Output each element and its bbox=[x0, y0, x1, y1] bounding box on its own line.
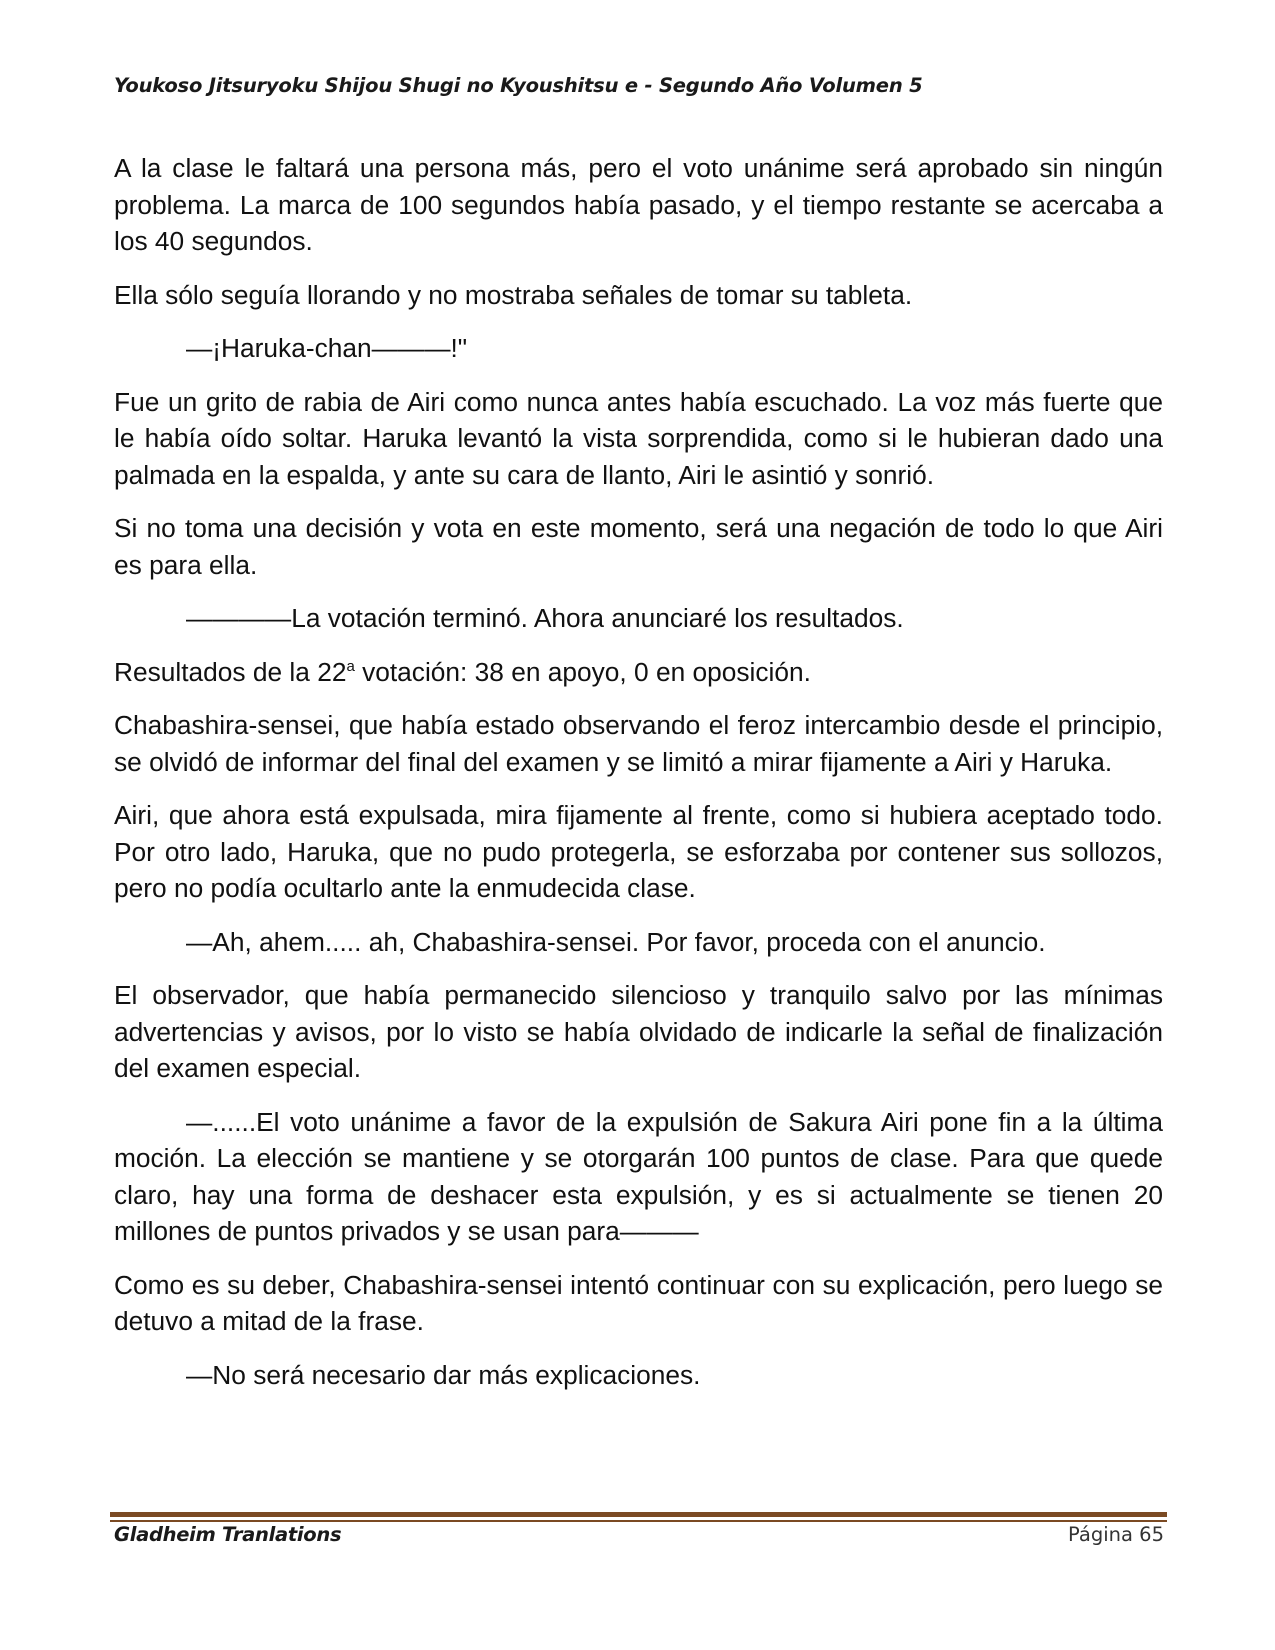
paragraph: Chabashira-sensei, que había estado observando el feroz intercambio desde el principio, se olvidó de informar del final del examen y se limitó a mirar fijamente a Airi y Haruka. bbox=[114, 710, 1163, 777]
paragraph: Airi, que ahora está expulsada, mira fijamente al frente, como si hubiera aceptado todo. Por otro lado, Haruka, que no pudo protegerla, se esforzaba por contener sus sollozos, pero no podía ocultarlo ante la enmudecida clase. bbox=[114, 800, 1163, 903]
dialogue-line: —¡Haruka-chan———!" bbox=[186, 333, 468, 363]
dialogue-line: —No será necesario dar más explicaciones. bbox=[186, 1359, 701, 1390]
page-header-title: Youkoso Jitsuryoku Shijou Shugi no Kyoushitsu e - Segundo Año Volumen 5 bbox=[114, 74, 923, 97]
paragraph: Ella sólo seguía llorando y no mostraba señales de tomar su tableta. bbox=[114, 279, 913, 310]
footer-brand: Gladheim Tranlations bbox=[114, 1523, 342, 1546]
footer-divider-thin bbox=[110, 1520, 1167, 1522]
paragraph: El observador, que había permanecido silencioso y tranquilo salvo por las mínimas advertencias y avisos, por lo visto se había olvidado de indicarle la señal de finalización del examen especial. bbox=[114, 980, 1163, 1083]
paragraph: A la clase le faltará una persona más, pero el voto unánime será aprobado sin ningún problema. La marca de 100 segundos había pasado, y el tiempo restante se acercaba a los 40 segundos. bbox=[114, 153, 1163, 256]
vote-results-text: Resultados de la 22 bbox=[114, 656, 347, 687]
vote-results-text-rest: votación: 38 en apoyo, 0 en oposición. bbox=[354, 656, 811, 687]
dialogue-line: —......El voto unánime a favor de la expulsión de Sakura Airi pone fin a la última moción. La elección se mantiene y se otorgarán 100 puntos de clase. Para que quede claro, hay una forma de deshacer esta expulsión, y es si actualmente se tienen 20 millones de puntos privados y se usan para——— bbox=[114, 1106, 1163, 1246]
footer-divider bbox=[110, 1512, 1167, 1517]
body-text bbox=[114, 150, 1163, 1393]
ordinal-indicator: a bbox=[346, 657, 355, 675]
paragraph: Fue un grito de rabia de Airi como nunca antes había escuchado. La voz más fuerte que le había oído soltar. Haruka levantó la vista sorprendida, como si le hubieran dado una palmada en la espalda, y ante su cara de llanto, Airi le asintió y sonrió. bbox=[114, 386, 1163, 490]
paragraph: Si no toma una decisión y vota en este momento, será una negación de todo lo que Airi es para ella. bbox=[114, 513, 1163, 580]
dialogue-line: —Ah, ahem..... ah, Chabashira-sensei. Por favor, proceda con el anuncio. bbox=[186, 926, 1046, 957]
paragraph: Como es su deber, Chabashira-sensei intentó continuar con su explicación, pero luego se detuvo a mitad de la frase. bbox=[114, 1269, 1163, 1336]
page-number: Página 65 bbox=[1068, 1523, 1164, 1546]
dialogue-line: ————La votación terminó. Ahora anunciaré los resultados. bbox=[186, 603, 904, 633]
paragraph-vote-results bbox=[114, 654, 1163, 691]
